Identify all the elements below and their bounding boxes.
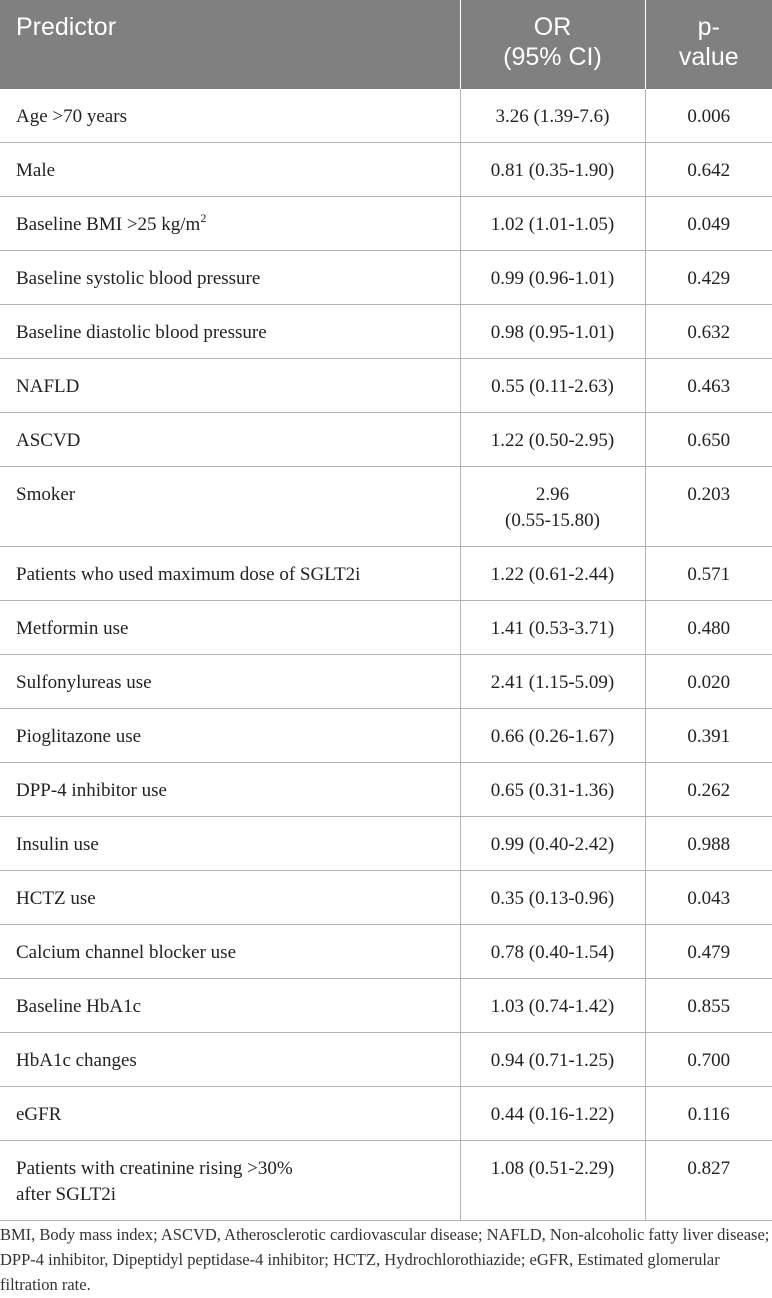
cell-predictor [0, 197, 460, 251]
cell-predictor: HbA1c changes [0, 1033, 460, 1087]
cell-predictor: Sulfonylureas use [0, 655, 460, 709]
cell-predictor: Patients who used maximum dose of SGLT2i [0, 547, 460, 601]
cell-or: 3.26 (1.39-7.6) [460, 89, 645, 143]
cell-p: 0.650 [645, 413, 772, 467]
cell-or: 0.94 (0.71-1.25) [460, 1033, 645, 1087]
table-row [0, 979, 772, 1033]
header-p-value [645, 0, 772, 89]
table-row [0, 1033, 772, 1087]
table-row [0, 1141, 772, 1221]
cell-predictor: Baseline HbA1c [0, 979, 460, 1033]
cell-predictor: DPP-4 inhibitor use [0, 763, 460, 817]
header-p-line2: value [678, 43, 739, 71]
cell-p: 0.391 [645, 709, 772, 763]
cell-predictor: Metformin use [0, 601, 460, 655]
cell-or: 0.98 (0.95-1.01) [460, 305, 645, 359]
table-row [0, 709, 772, 763]
table-row [0, 251, 772, 305]
header-or-line2: (95% CI) [503, 43, 602, 71]
cell-p: 0.988 [645, 817, 772, 871]
cell-predictor [0, 1141, 460, 1221]
cell-or: 0.78 (0.40-1.54) [460, 925, 645, 979]
cell-predictor-line1: Patients with creatinine rising >30% [16, 1158, 293, 1179]
cell-predictor: Baseline systolic blood pressure [0, 251, 460, 305]
cell-or: 1.02 (1.01-1.05) [460, 197, 645, 251]
header-row [0, 0, 772, 89]
superscript: 2 [200, 211, 207, 225]
cell-predictor: HCTZ use [0, 871, 460, 925]
cell-or: 0.99 (0.96-1.01) [460, 251, 645, 305]
cell-predictor-text: Baseline BMI >25 kg/m [16, 214, 201, 235]
table-row [0, 763, 772, 817]
cell-or: 0.44 (0.16-1.22) [460, 1087, 645, 1141]
cell-or [460, 467, 645, 547]
table-row [0, 89, 772, 143]
table-row [0, 547, 772, 601]
cell-predictor: NAFLD [0, 359, 460, 413]
table-header [0, 0, 772, 89]
cell-or-line2: (0.55-15.80) [505, 510, 600, 531]
cell-p: 0.116 [645, 1087, 772, 1141]
cell-predictor: Male [0, 143, 460, 197]
table-footnote: BMI, Body mass index; ASCVD, Atherosclerotic cardiovascular disease; NAFLD, Non-alcoholic fatty liver disease; DPP-4 inhibitor, Dipeptidyl peptidase-4 inhibitor; HCTZ, Hydrochlorothiazide; eGFR, Estimated glomerular filtration rate. [0, 1225, 770, 1294]
cell-predictor: Insulin use [0, 817, 460, 871]
cell-p: 0.571 [645, 547, 772, 601]
cell-predictor: Age >70 years [0, 89, 460, 143]
header-or [460, 0, 645, 89]
cell-predictor: Pioglitazone use [0, 709, 460, 763]
cell-or: 0.81 (0.35-1.90) [460, 143, 645, 197]
cell-predictor: Calcium channel blocker use [0, 925, 460, 979]
header-p-line1: p- [697, 13, 720, 41]
cell-or: 1.41 (0.53-3.71) [460, 601, 645, 655]
table-body [0, 89, 772, 1221]
cell-or: 1.03 (0.74-1.42) [460, 979, 645, 1033]
table-row [0, 1087, 772, 1141]
cell-or: 0.65 (0.31-1.36) [460, 763, 645, 817]
cell-or: 0.66 (0.26-1.67) [460, 709, 645, 763]
table-row [0, 467, 772, 547]
cell-p: 0.429 [645, 251, 772, 305]
cell-p: 0.480 [645, 601, 772, 655]
cell-p: 0.006 [645, 89, 772, 143]
table-row [0, 655, 772, 709]
table-row [0, 817, 772, 871]
cell-or: 0.35 (0.13-0.96) [460, 871, 645, 925]
cell-p: 0.463 [645, 359, 772, 413]
header-or-line1: OR [533, 13, 572, 41]
cell-predictor: Baseline diastolic blood pressure [0, 305, 460, 359]
header-predictor [0, 0, 460, 89]
cell-p: 0.827 [645, 1141, 772, 1221]
cell-or: 0.55 (0.11-2.63) [460, 359, 645, 413]
cell-or: 2.41 (1.15-5.09) [460, 655, 645, 709]
table-row [0, 601, 772, 655]
cell-or: 0.99 (0.40-2.42) [460, 817, 645, 871]
cell-p: 0.203 [645, 467, 772, 547]
cell-or-line1: 2.96 [535, 484, 570, 505]
cell-p: 0.479 [645, 925, 772, 979]
cell-predictor-line2: after SGLT2i [16, 1184, 117, 1205]
cell-or: 1.08 (0.51-2.29) [460, 1141, 645, 1221]
cell-or: 1.22 (0.50-2.95) [460, 413, 645, 467]
cell-p: 0.855 [645, 979, 772, 1033]
cell-p: 0.632 [645, 305, 772, 359]
table-row [0, 197, 772, 251]
table-row [0, 143, 772, 197]
cell-predictor: ASCVD [0, 413, 460, 467]
cell-p: 0.700 [645, 1033, 772, 1087]
cell-p: 0.642 [645, 143, 772, 197]
cell-p: 0.020 [645, 655, 772, 709]
cell-p: 0.049 [645, 197, 772, 251]
table-row [0, 359, 772, 413]
cell-predictor: Smoker [0, 467, 460, 547]
header-predictor-text: Predictor [16, 13, 117, 41]
cell-or: 1.22 (0.61-2.44) [460, 547, 645, 601]
table-row [0, 871, 772, 925]
cell-p: 0.043 [645, 871, 772, 925]
table-row [0, 305, 772, 359]
table-row [0, 413, 772, 467]
cell-p: 0.262 [645, 763, 772, 817]
cell-predictor: eGFR [0, 1087, 460, 1141]
table-row [0, 925, 772, 979]
